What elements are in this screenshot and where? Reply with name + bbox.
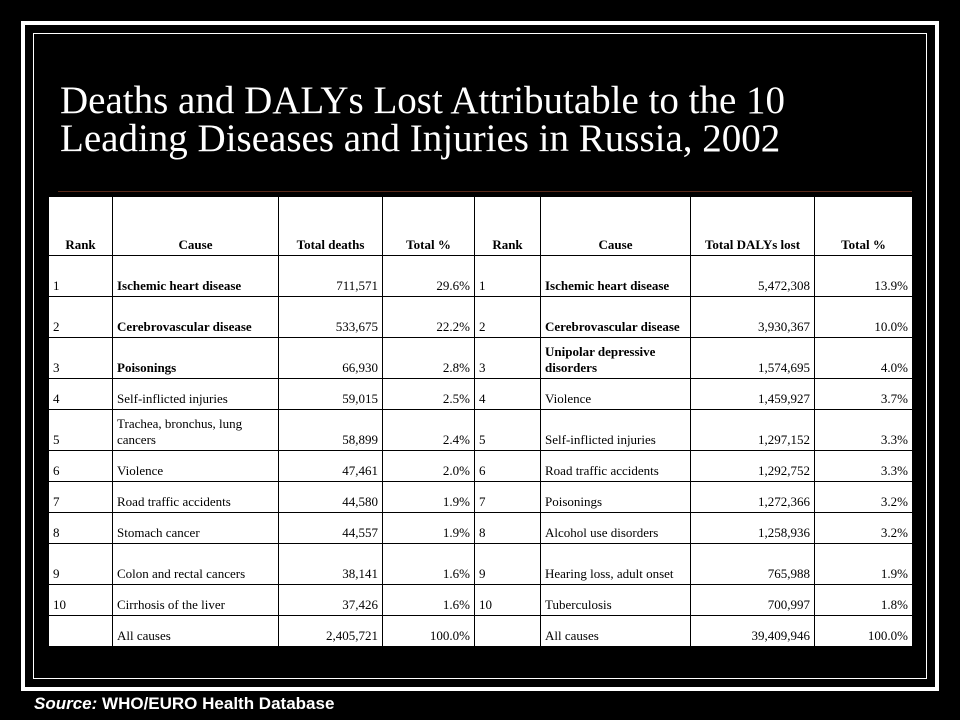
table-cell: 8: [475, 513, 541, 544]
table-cell: 2.8%: [383, 338, 475, 379]
table-cell: 1,297,152: [691, 410, 815, 451]
table-cell: 58,899: [279, 410, 383, 451]
slide-title: [60, 79, 920, 160]
table-row: [49, 585, 913, 616]
table-cell: Self-inflicted injuries: [541, 410, 691, 451]
table-cell: 3: [475, 338, 541, 379]
table-row: [49, 451, 913, 482]
table-cell: 10: [475, 585, 541, 616]
table-cell: Cerebrovascular disease: [113, 297, 279, 338]
table-cell: 533,675: [279, 297, 383, 338]
table-cell: 44,580: [279, 482, 383, 513]
table-cell: 3.3%: [815, 410, 913, 451]
table-cell: Poisonings: [541, 482, 691, 513]
table-cell: Ischemic heart disease: [113, 256, 279, 297]
table-cell: 3,930,367: [691, 297, 815, 338]
table-cell: Road traffic accidents: [541, 451, 691, 482]
table-cell: 3.2%: [815, 482, 913, 513]
table-row: [49, 379, 913, 410]
table-cell: 59,015: [279, 379, 383, 410]
table-cell: 1.6%: [383, 544, 475, 585]
table-cell: 10: [49, 585, 113, 616]
table-cell: Violence: [541, 379, 691, 410]
table-cell: 1,258,936: [691, 513, 815, 544]
table-cell: 37,426: [279, 585, 383, 616]
title-line-2: Leading Diseases and Injuries in Russia, 2002: [60, 117, 781, 160]
table-cell: 29.6%: [383, 256, 475, 297]
table-cell: 1,292,752: [691, 451, 815, 482]
table-cell: 44,557: [279, 513, 383, 544]
table-cell: 4.0%: [815, 338, 913, 379]
title-divider: [58, 191, 912, 192]
table-cell: 9: [475, 544, 541, 585]
source-text: WHO/EURO Health Database: [97, 694, 335, 713]
table-cell: [475, 616, 541, 647]
table-cell: 3.2%: [815, 513, 913, 544]
column-header: Cause: [113, 197, 279, 256]
table-cell: 700,997: [691, 585, 815, 616]
source-note: [34, 694, 334, 714]
column-header: Cause: [541, 197, 691, 256]
table-cell: 1.8%: [815, 585, 913, 616]
table-cell: 711,571: [279, 256, 383, 297]
table-cell: 1: [475, 256, 541, 297]
table-cell: 38,141: [279, 544, 383, 585]
table-cell: 7: [49, 482, 113, 513]
table-row: [49, 297, 913, 338]
column-header: Total deaths: [279, 197, 383, 256]
table-cell: Unipolar depressive disorders: [541, 338, 691, 379]
table-row: [49, 410, 913, 451]
table-cell: 9: [49, 544, 113, 585]
column-header: Total %: [383, 197, 475, 256]
table-cell: 8: [49, 513, 113, 544]
table-cell: 1,272,366: [691, 482, 815, 513]
table-cell: 1.9%: [383, 482, 475, 513]
table-cell: 5: [49, 410, 113, 451]
table-cell: 6: [475, 451, 541, 482]
table-cell: 2: [49, 297, 113, 338]
column-header: Rank: [49, 197, 113, 256]
table-cell: Trachea, bronchus, lung cancers: [113, 410, 279, 451]
table-cell: 47,461: [279, 451, 383, 482]
table-cell: Poisonings: [113, 338, 279, 379]
table-cell: 13.9%: [815, 256, 913, 297]
table-cell: 1,459,927: [691, 379, 815, 410]
table-cell: 6: [49, 451, 113, 482]
diseases-table: [48, 196, 913, 647]
table-cell: Self-inflicted injuries: [113, 379, 279, 410]
table-cell: All causes: [541, 616, 691, 647]
table-cell: 1.9%: [383, 513, 475, 544]
table-cell: 3: [49, 338, 113, 379]
table-cell: Stomach cancer: [113, 513, 279, 544]
table-cell: 3.7%: [815, 379, 913, 410]
table-body: [49, 256, 913, 647]
table-cell: Violence: [113, 451, 279, 482]
table-cell: 2: [475, 297, 541, 338]
table-row: [49, 482, 913, 513]
table-cell: 4: [475, 379, 541, 410]
table-cell: Cerebrovascular disease: [541, 297, 691, 338]
column-header: Total %: [815, 197, 913, 256]
table-row: [49, 544, 913, 585]
table-cell: 7: [475, 482, 541, 513]
table-row: [49, 256, 913, 297]
table-cell: 66,930: [279, 338, 383, 379]
table-row: [49, 513, 913, 544]
table-cell: 1: [49, 256, 113, 297]
table-cell: Colon and rectal cancers: [113, 544, 279, 585]
table-cell: [49, 616, 113, 647]
table-cell: 2,405,721: [279, 616, 383, 647]
table-cell: 100.0%: [815, 616, 913, 647]
table-cell: 4: [49, 379, 113, 410]
table-cell: 1,574,695: [691, 338, 815, 379]
table-cell: 765,988: [691, 544, 815, 585]
table-cell: Road traffic accidents: [113, 482, 279, 513]
table-cell: Tuberculosis: [541, 585, 691, 616]
table-cell: 2.4%: [383, 410, 475, 451]
table-cell: 1.6%: [383, 585, 475, 616]
table-cell: All causes: [113, 616, 279, 647]
table-cell: 1.9%: [815, 544, 913, 585]
title-line-1: Deaths and DALYs Lost Attributable to the 10: [60, 79, 786, 122]
source-label: Source:: [34, 694, 98, 713]
table-row: [49, 338, 913, 379]
table-cell: 39,409,946: [691, 616, 815, 647]
table-cell: 100.0%: [383, 616, 475, 647]
table-cell: Hearing loss, adult onset: [541, 544, 691, 585]
column-header: Total DALYs lost: [691, 197, 815, 256]
table-cell: Cirrhosis of the liver: [113, 585, 279, 616]
table-header-row: [49, 197, 913, 256]
column-header: Rank: [475, 197, 541, 256]
table-cell: 5: [475, 410, 541, 451]
table-cell: 10.0%: [815, 297, 913, 338]
table-cell: Alcohol use disorders: [541, 513, 691, 544]
table-cell: 3.3%: [815, 451, 913, 482]
table-cell: 2.5%: [383, 379, 475, 410]
table-cell: 22.2%: [383, 297, 475, 338]
table-cell: 2.0%: [383, 451, 475, 482]
table-cell: Ischemic heart disease: [541, 256, 691, 297]
table-cell: 5,472,308: [691, 256, 815, 297]
table-row: [49, 616, 913, 647]
